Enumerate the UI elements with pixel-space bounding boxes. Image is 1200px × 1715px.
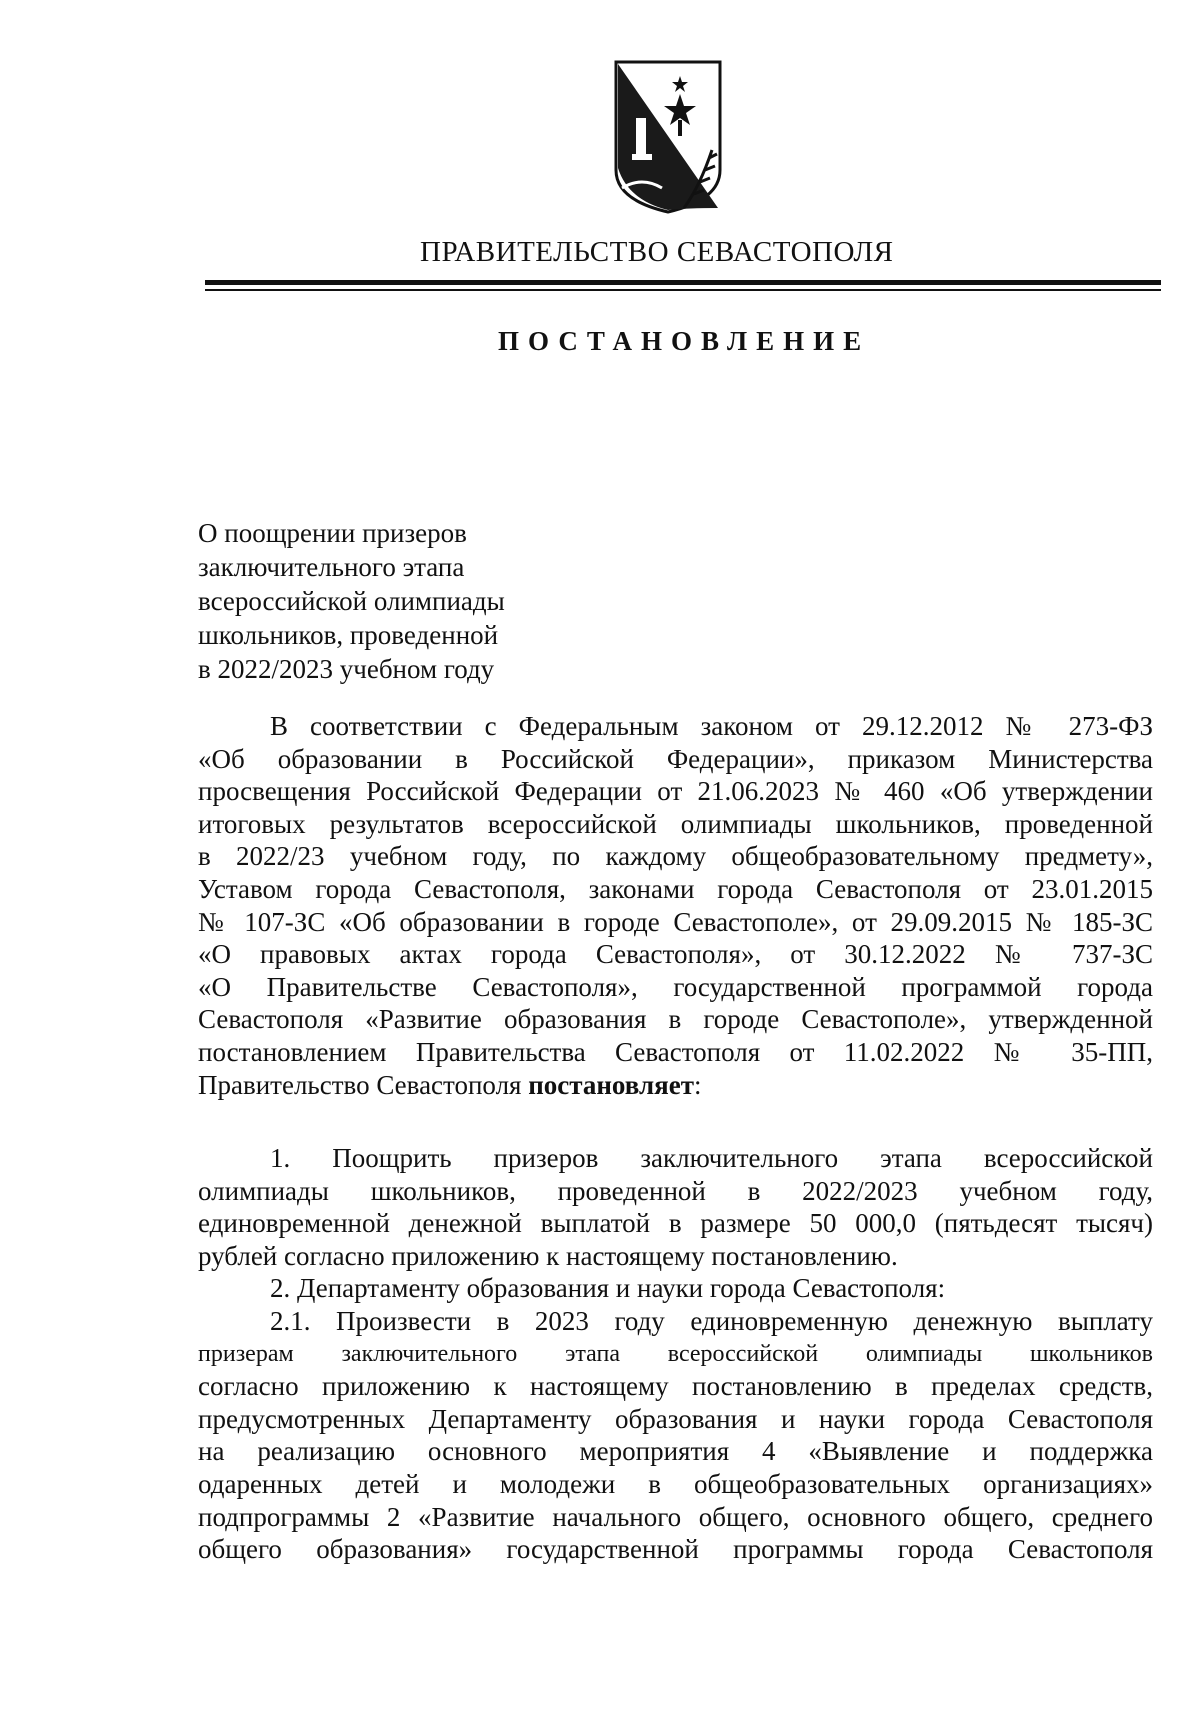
subject-line: в 2022/2023 учебном году — [198, 654, 495, 684]
text-line: «О Правительстве Севастополя», государственной программой города — [198, 971, 1153, 1002]
text-line: Уставом города Севастополя, законами города Севастополя от 23.01.2015 — [198, 873, 1153, 904]
text-line: Севастополя «Развитие образования в городе Севастополе», утвержденной — [198, 1004, 1153, 1035]
preamble-paragraph — [198, 710, 1153, 1101]
item-2-1-line: предусмотренных Департаменту образования и науки города Севастополя — [198, 1403, 1153, 1434]
closing-resolution-word: постановляет — [528, 1069, 694, 1100]
government-name: ПРАВИТЕЛЬСТВО СЕВАСТОПОЛЯ — [420, 236, 894, 268]
text-line: «О правовых актах города Севастополя», от 30.12.2022 № 737-ЗС — [198, 939, 1153, 970]
coat-of-arms-icon — [608, 58, 728, 218]
text-line: итоговых результатов всероссийской олимпиады школьников, проведенной — [198, 808, 1153, 839]
subject-line: О поощрении призеров — [198, 518, 467, 548]
closing-line — [198, 1069, 1153, 1102]
header-divider — [205, 280, 1161, 285]
item-1-line: олимпиады школьников, проведенной в 2022/2023 учебном году, — [198, 1175, 1153, 1206]
item-2-1-line: на реализацию основного мероприятия 4 «Выявление и поддержка — [198, 1436, 1153, 1467]
closing-prefix: Правительство Севастополя — [198, 1069, 529, 1100]
text-line: «Об образовании в Российской Федерации», приказом Министерства — [198, 743, 1153, 774]
item-2-1-line: подпрограммы 2 «Развитие начального общего, основного общего, среднего — [198, 1501, 1153, 1532]
item-1-line: рублей согласно приложению к настоящему постановлению. — [198, 1240, 898, 1271]
resolution-items — [198, 1142, 1153, 1566]
subject-line: заключительного этапа — [198, 552, 465, 582]
item-2-line: 2. Департаменту образования и науки города Севастополя: — [270, 1273, 946, 1304]
subject-line: всероссийской олимпиады — [198, 586, 505, 616]
closing-suffix: : — [693, 1069, 702, 1100]
text-line: просвещения Российской Федерации от 21.06.2023 № 460 «Об утверждении — [198, 776, 1153, 807]
text-line: в 2022/23 учебном году, по каждому общеобразовательному предмету», — [198, 841, 1153, 872]
item-1-line: 1. Поощрить призеров заключительного этапа всероссийской — [270, 1143, 1153, 1173]
item-1-line: единовременной денежной выплатой в размере 50 000,0 (пятьдесят тысяч) — [198, 1208, 1153, 1239]
item-2-1-line: 2.1. Произвести в 2023 году единовременную денежную выплату — [270, 1305, 1153, 1336]
document-subject — [198, 516, 618, 686]
item-2-1-line: общего образования» государственной программы города Севастополя — [198, 1534, 1153, 1565]
item-2-1-line: одаренных детей и молодежи в общеобразовательных организациях» — [198, 1468, 1153, 1499]
text-line: постановлением Правительства Севастополя от 11.02.2022 № 35-ПП, — [198, 1036, 1153, 1067]
text-line: № 107-ЗС «Об образовании в городе Севастополе», от 29.09.2015 № 185-ЗС — [198, 906, 1153, 937]
text-line: В соответствии с Федеральным законом от 29.12.2012 № 273-ФЗ — [270, 711, 1153, 741]
subject-line: школьников, проведенной — [198, 620, 499, 650]
document-type: ПОСТАНОВЛЕНИЕ — [498, 326, 871, 356]
item-2-1-line: призерам заключительного этапа всероссийской олимпиады школьников — [198, 1340, 1153, 1367]
item-2-1-line: согласно приложению к настоящему постановлению в пределах средств, — [198, 1371, 1153, 1402]
header-divider-thin — [205, 289, 1161, 291]
